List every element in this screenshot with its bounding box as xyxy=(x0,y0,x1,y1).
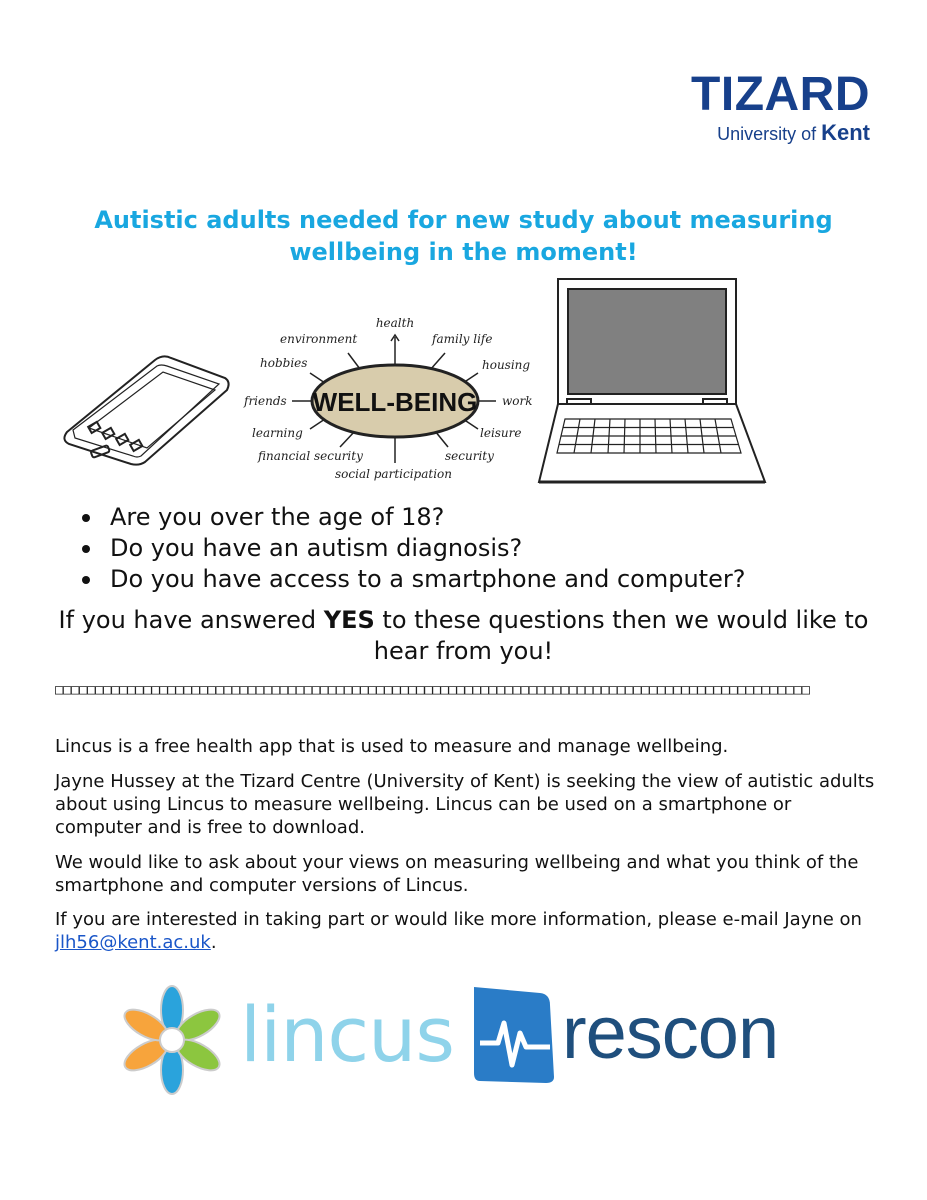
question-item-age xyxy=(78,502,878,533)
question-item-diagnosis xyxy=(78,533,878,564)
tizard-sub-prefix: University of xyxy=(717,124,822,144)
wellbeing-center-label: WELL-BEING xyxy=(312,387,478,417)
spoke-friends: friends xyxy=(244,394,287,408)
rescon-wordmark: rescon xyxy=(562,991,779,1074)
garbled-text-line: □□□□□□□□□□□□□□□□□□□□□□□□□□□□□□□□□□□□□□□□□□□□□□□□□□□□□□□□□□□□□□□□□□□□□□□□□□□□□□□□□□□□□□□□□□□□□□ xyxy=(55,682,810,698)
question-text: Are you over the age of 18? xyxy=(110,503,445,531)
cta-before: If you have answered xyxy=(58,606,324,634)
rescon-logo xyxy=(470,985,800,1085)
bullet-dot xyxy=(82,514,90,522)
spoke-family-life: family life xyxy=(432,332,493,346)
question-text: Do you have an autism diagnosis? xyxy=(110,534,523,562)
smartphone-illustration xyxy=(55,350,235,470)
tizard-sub-name: Kent xyxy=(821,120,870,145)
call-to-action xyxy=(40,605,887,667)
spoke-housing: housing xyxy=(482,358,531,372)
title-line-2: wellbeing in the moment! xyxy=(289,238,638,266)
spoke-learning: learning xyxy=(252,426,303,440)
lincus-logo xyxy=(120,985,460,1095)
spoke-leisure: leisure xyxy=(480,426,522,440)
question-text: Do you have access to a smartphone and computer? xyxy=(110,565,746,593)
rescon-heartbeat-icon xyxy=(470,985,560,1085)
spoke-financial-security: financial security xyxy=(258,449,363,463)
spoke-work: work xyxy=(502,394,533,408)
spoke-health: health xyxy=(375,316,415,330)
spoke-environment: environment xyxy=(280,332,358,346)
paragraph-study-description: Jayne Hussey at the Tizard Centre (University of Kent) is seeking the view of autistic adults about using Lincus to measure wellbeing. Lincus can be used on a smartphone or computer and is free to download. xyxy=(55,771,875,838)
eligibility-questions xyxy=(78,502,878,595)
spoke-hobbies: hobbies xyxy=(260,356,308,370)
laptop-illustration xyxy=(535,275,770,490)
paragraph-views: We would like to ask about your views on measuring wellbeing and what you think of the smartphone and computer versions of Lincus. xyxy=(55,852,859,896)
page-title xyxy=(60,204,867,268)
paragraph-lincus-intro: Lincus is a free health app that is used to measure and manage wellbeing. xyxy=(55,736,729,757)
email-link[interactable]: jlh56@kent.ac.uk xyxy=(55,932,211,953)
tizard-logo-word: TIZARD xyxy=(691,68,870,121)
tizard-logo-subtitle xyxy=(717,120,870,146)
wellbeing-diagram xyxy=(240,305,540,485)
contact-end: . xyxy=(210,932,217,953)
question-item-access xyxy=(78,564,878,595)
lincus-wordmark: lincus xyxy=(240,990,454,1079)
cta-after: to these questions then we would like to hear from you! xyxy=(373,606,869,665)
bullet-dot xyxy=(82,576,90,584)
cta-emphasis: YES xyxy=(323,606,375,634)
paragraph-contact xyxy=(55,908,880,954)
spoke-social-participation: social participation xyxy=(335,467,452,481)
title-line-1: Autistic adults needed for new study about measuring xyxy=(94,206,833,234)
spoke-security: security xyxy=(445,449,494,463)
contact-text: If you are interested in taking part or would like more information, please e-mail Jayne on xyxy=(55,909,862,930)
lincus-flower-icon xyxy=(120,985,230,1095)
bullet-dot xyxy=(82,545,90,553)
tizard-logo xyxy=(690,70,870,150)
